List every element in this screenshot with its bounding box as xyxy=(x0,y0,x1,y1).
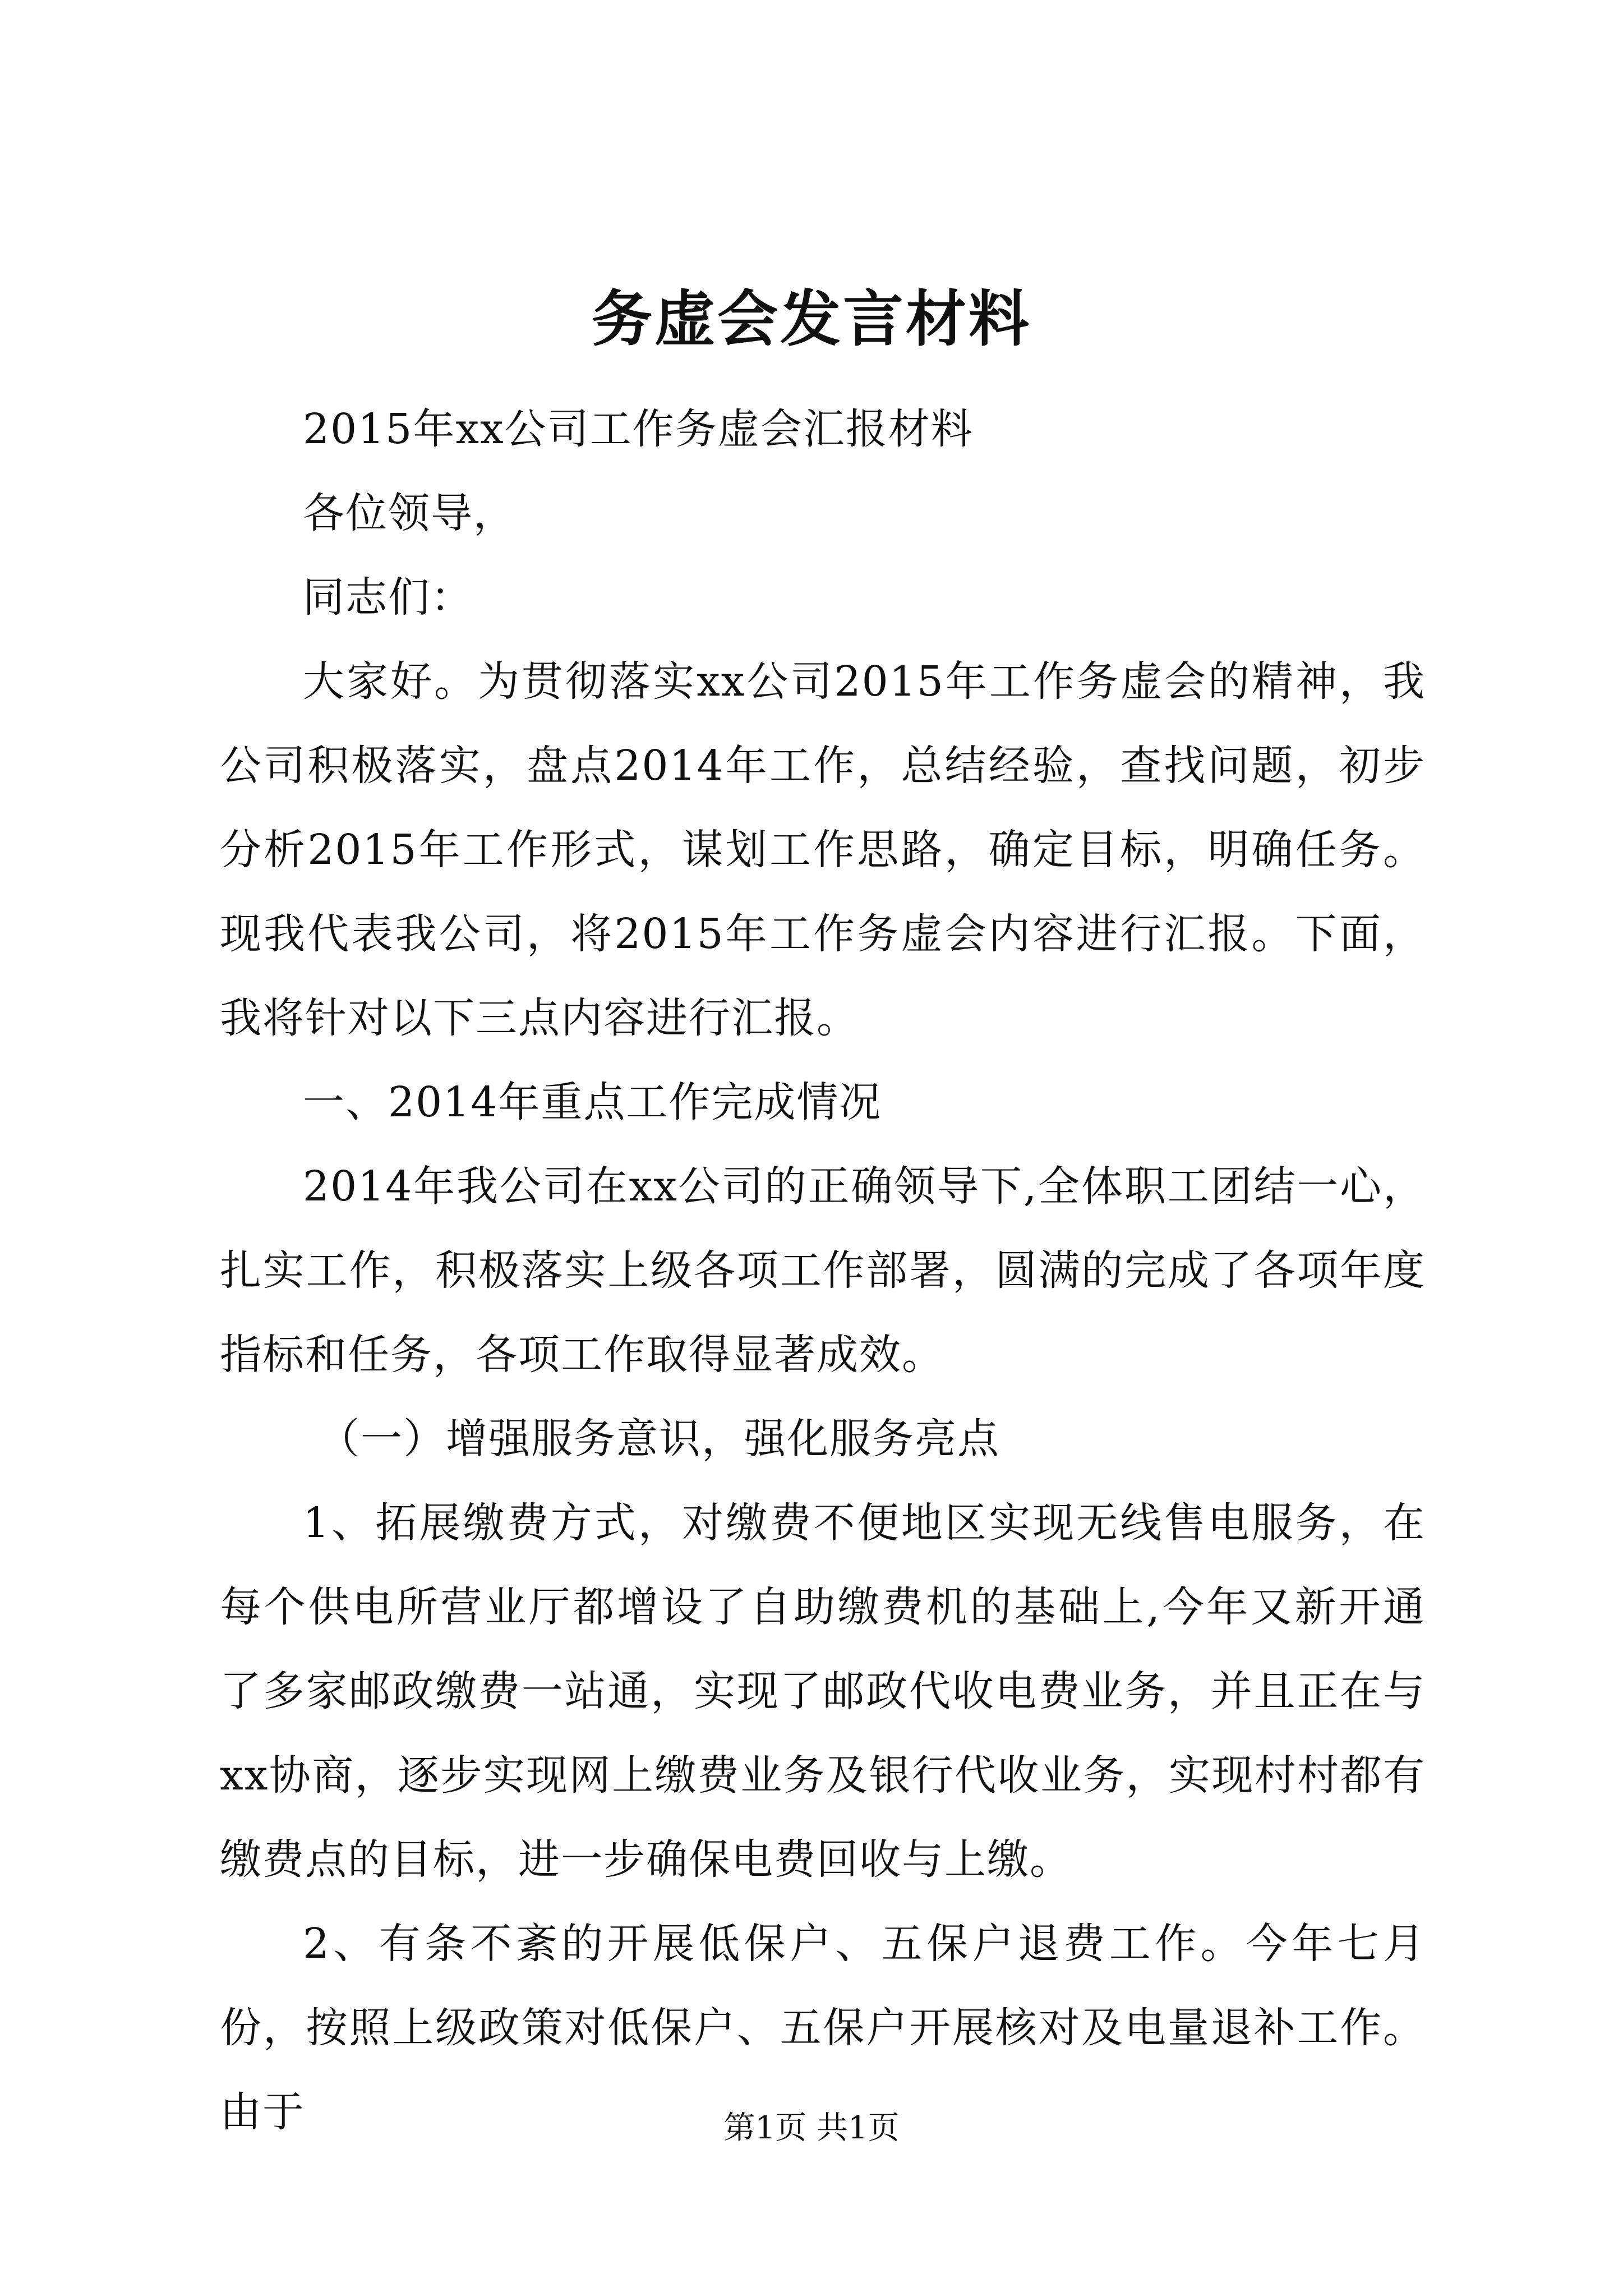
intro-paragraph: 大家好。为贯彻落实xx公司2015年工作务虚会的精神，我公司积极落实，盘点2014年工作，总结经验，查找问题，初步分析2015年工作形式，谋划工作思路，确定目标，明确任务。现我代表我公司，将2015年工作务虚会内容进行汇报。下面，我将针对以下三点内容进行汇报。 xyxy=(220,657,1426,1042)
report-subtitle: 2015年xx公司工作务虚会汇报材料 xyxy=(303,405,974,453)
subsection-heading-1: （一）增强服务意识，强化服务亮点 xyxy=(318,1415,1000,1463)
salutation-comrades: 同志们： xyxy=(303,573,473,622)
item-1-paragraph: 1、拓展缴费方式，对缴费不便地区实现无线售电服务，在每个供电所营业厅都增设了自助缴费机的基础上,今年又新开通了多家邮政缴费一站通，实现了邮政代收电费业务，并且正在与xx协商，逐步实现网上缴费业务及银行代收业务，实现村村都有缴费点的目标，进一步确保电费回收与上缴。 xyxy=(220,1499,1426,1884)
document-body xyxy=(220,387,1426,2154)
salutation-leaders: 各位领导， xyxy=(303,489,516,537)
section-heading-1: 一、2014年重点工作完成情况 xyxy=(303,1078,882,1126)
document-title: 务虚会发言材料 xyxy=(591,284,1031,355)
section-1-paragraph: 2014年我公司在xx公司的正确领导下,全体职工团结一心，扎实工作，积极落实上级各项工作部署，圆满的完成了各项年度指标和任务，各项工作取得显著成效。 xyxy=(220,1162,1426,1379)
item-2-paragraph: 2、有条不紊的开展低保户、五保户退费工作。今年七月份，按照上级政策对低保户、五保户开展核对及电量退补工作。由于 xyxy=(220,1920,1426,2136)
page-footer: 第1页 共1页 xyxy=(723,2110,900,2146)
